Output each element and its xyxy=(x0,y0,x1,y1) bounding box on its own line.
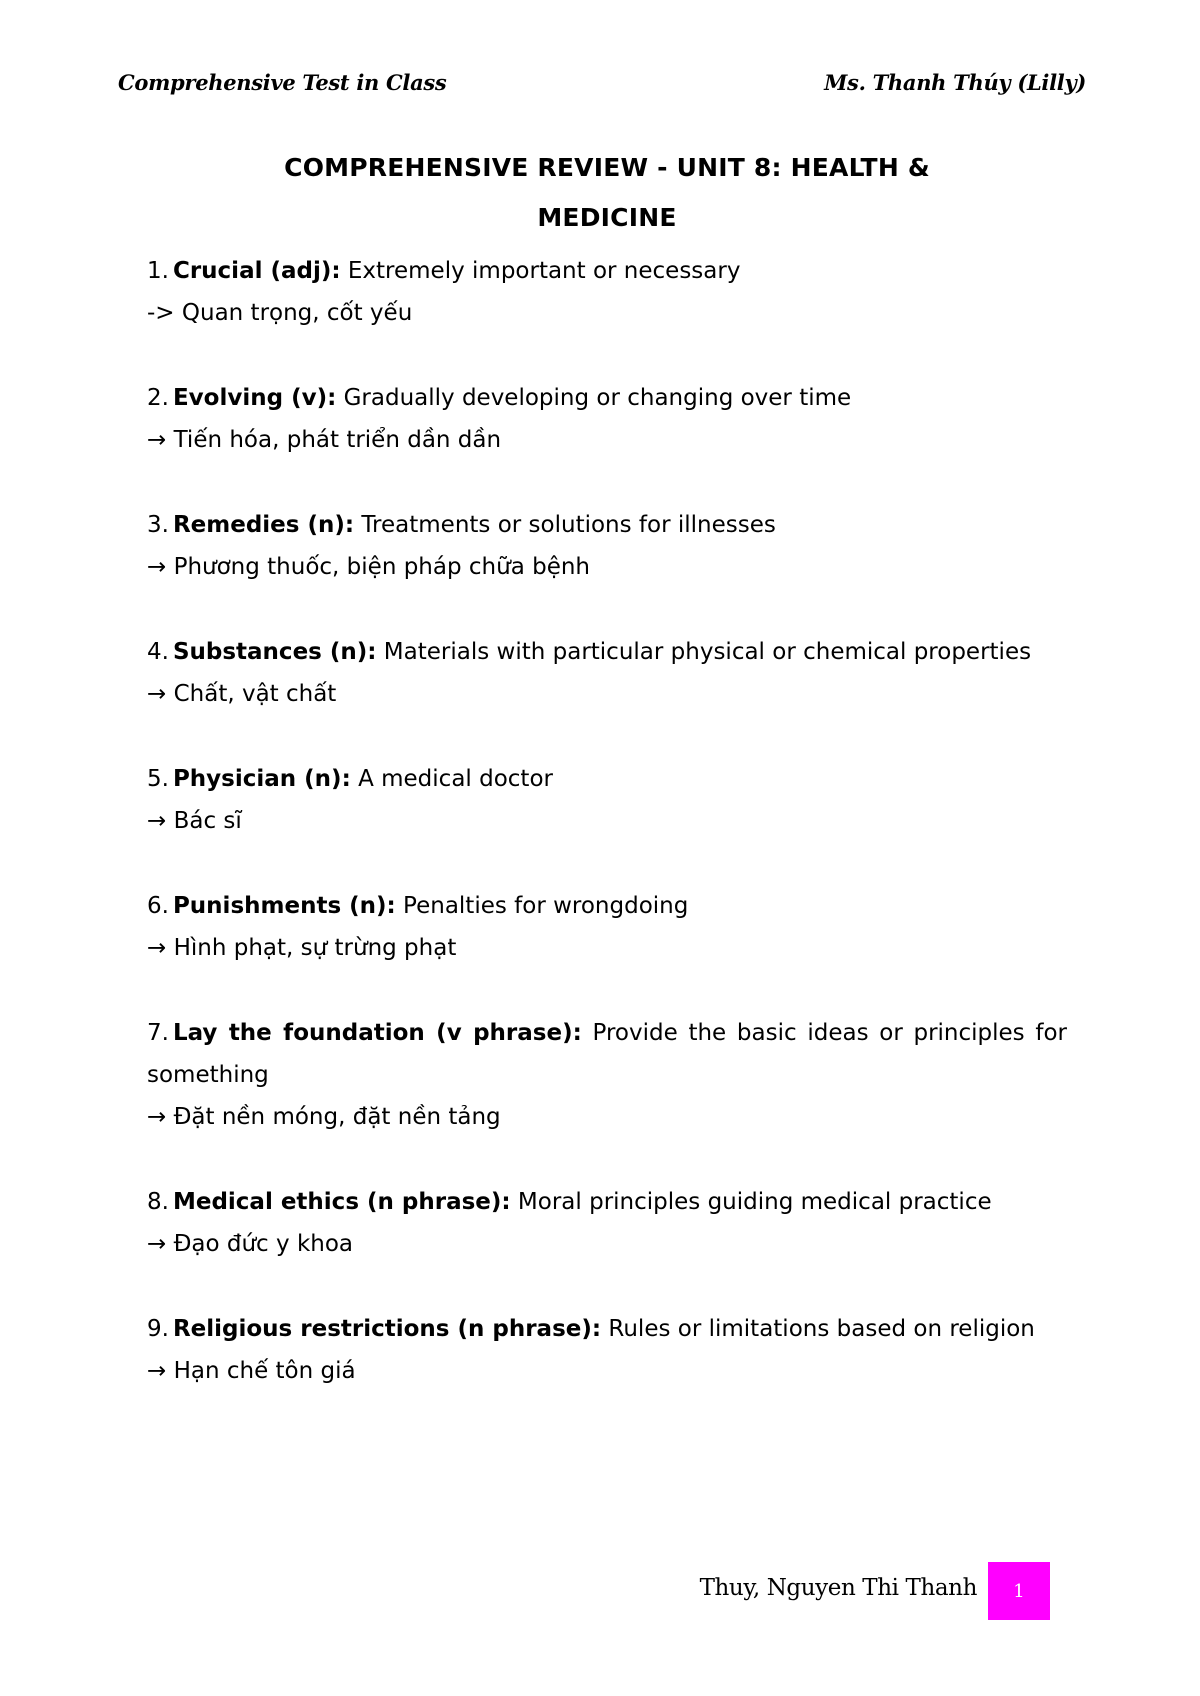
entry-number: 6. xyxy=(147,893,169,919)
entry-translation: -> Quan trọng, cốt yếu xyxy=(147,300,413,326)
entry-definition: Gradually developing or changing over time xyxy=(343,385,852,411)
vocabulary-entry xyxy=(147,1012,1067,1138)
page-number-badge: 1 xyxy=(988,1562,1050,1620)
entry-translation: → Hình phạt, sự trừng phạt xyxy=(147,935,457,961)
entry-number: 2. xyxy=(147,385,169,411)
entry-translation: → Phương thuốc, biện pháp chữa bệnh xyxy=(147,554,590,580)
entry-definition: Extremely important or necessary xyxy=(347,258,741,284)
entry-number: 5. xyxy=(147,766,169,792)
entry-term: Punishments (n): xyxy=(172,893,396,919)
entry-term: Physician (n): xyxy=(172,766,351,792)
vocabulary-entry xyxy=(147,377,1067,461)
vocabulary-entry xyxy=(147,758,1067,842)
vocabulary-entry xyxy=(147,631,1067,715)
vocabulary-entry xyxy=(147,504,1067,588)
entry-translation: → Đặt nền móng, đặt nền tảng xyxy=(147,1104,501,1130)
vocabulary-entry xyxy=(147,1308,1067,1392)
entry-term: Substances (n): xyxy=(172,639,377,665)
entry-definition: Penalties for wrongdoing xyxy=(403,893,689,919)
entry-number: 3. xyxy=(147,512,169,538)
document-title xyxy=(147,143,1067,243)
entry-definition: A medical doctor xyxy=(358,766,553,792)
entry-translation: → Tiến hóa, phát triển dần dần xyxy=(147,427,502,453)
entry-number: 4. xyxy=(147,639,169,665)
page-footer xyxy=(0,1562,1200,1620)
entry-definition: Materials with particular physical or chemical properties xyxy=(383,639,1032,665)
entry-number: 8. xyxy=(147,1189,169,1215)
entry-translation: → Đạo đức y khoa xyxy=(147,1231,354,1257)
header-course-title: Comprehensive Test in Class xyxy=(118,70,447,95)
entry-translation: → Hạn chế tôn giá xyxy=(147,1358,356,1384)
entry-definition: Rules or limitations based on religion xyxy=(608,1316,1035,1342)
document-title-line-2: MEDICINE xyxy=(537,203,677,232)
document-title-line-1: COMPREHENSIVE REVIEW - UNIT 8: HEALTH & xyxy=(284,153,930,182)
entry-number: 9. xyxy=(147,1316,169,1342)
header-teacher-name: Ms. Thanh Thúy (Lilly) xyxy=(824,70,1086,95)
vocabulary-entry xyxy=(147,1181,1067,1265)
vocabulary-list xyxy=(147,250,1067,1435)
entry-translation: → Chất, vật chất xyxy=(147,681,337,707)
entry-term: Lay the foundation (v phrase): xyxy=(172,1020,582,1046)
entry-term: Religious restrictions (n phrase): xyxy=(172,1316,602,1342)
entry-term: Evolving (v): xyxy=(172,385,337,411)
entry-term: Crucial (adj): xyxy=(172,258,341,284)
vocabulary-entry xyxy=(147,250,1067,334)
vocabulary-entry xyxy=(147,885,1067,969)
entry-number: 7. xyxy=(147,1020,169,1046)
entry-term: Remedies (n): xyxy=(172,512,355,538)
page-header xyxy=(118,70,1086,104)
entry-definition: Moral principles guiding medical practice xyxy=(517,1189,992,1215)
entry-definition: Provide the basic ideas or principles for something xyxy=(147,1020,1068,1088)
entry-term: Medical ethics (n phrase): xyxy=(172,1189,511,1215)
entry-translation: → Bác sĩ xyxy=(147,808,242,834)
footer-author: Thuy, Nguyen Thi Thanh xyxy=(699,1575,977,1601)
entry-number: 1. xyxy=(147,258,169,284)
entry-definition: Treatments or solutions for illnesses xyxy=(361,512,776,538)
